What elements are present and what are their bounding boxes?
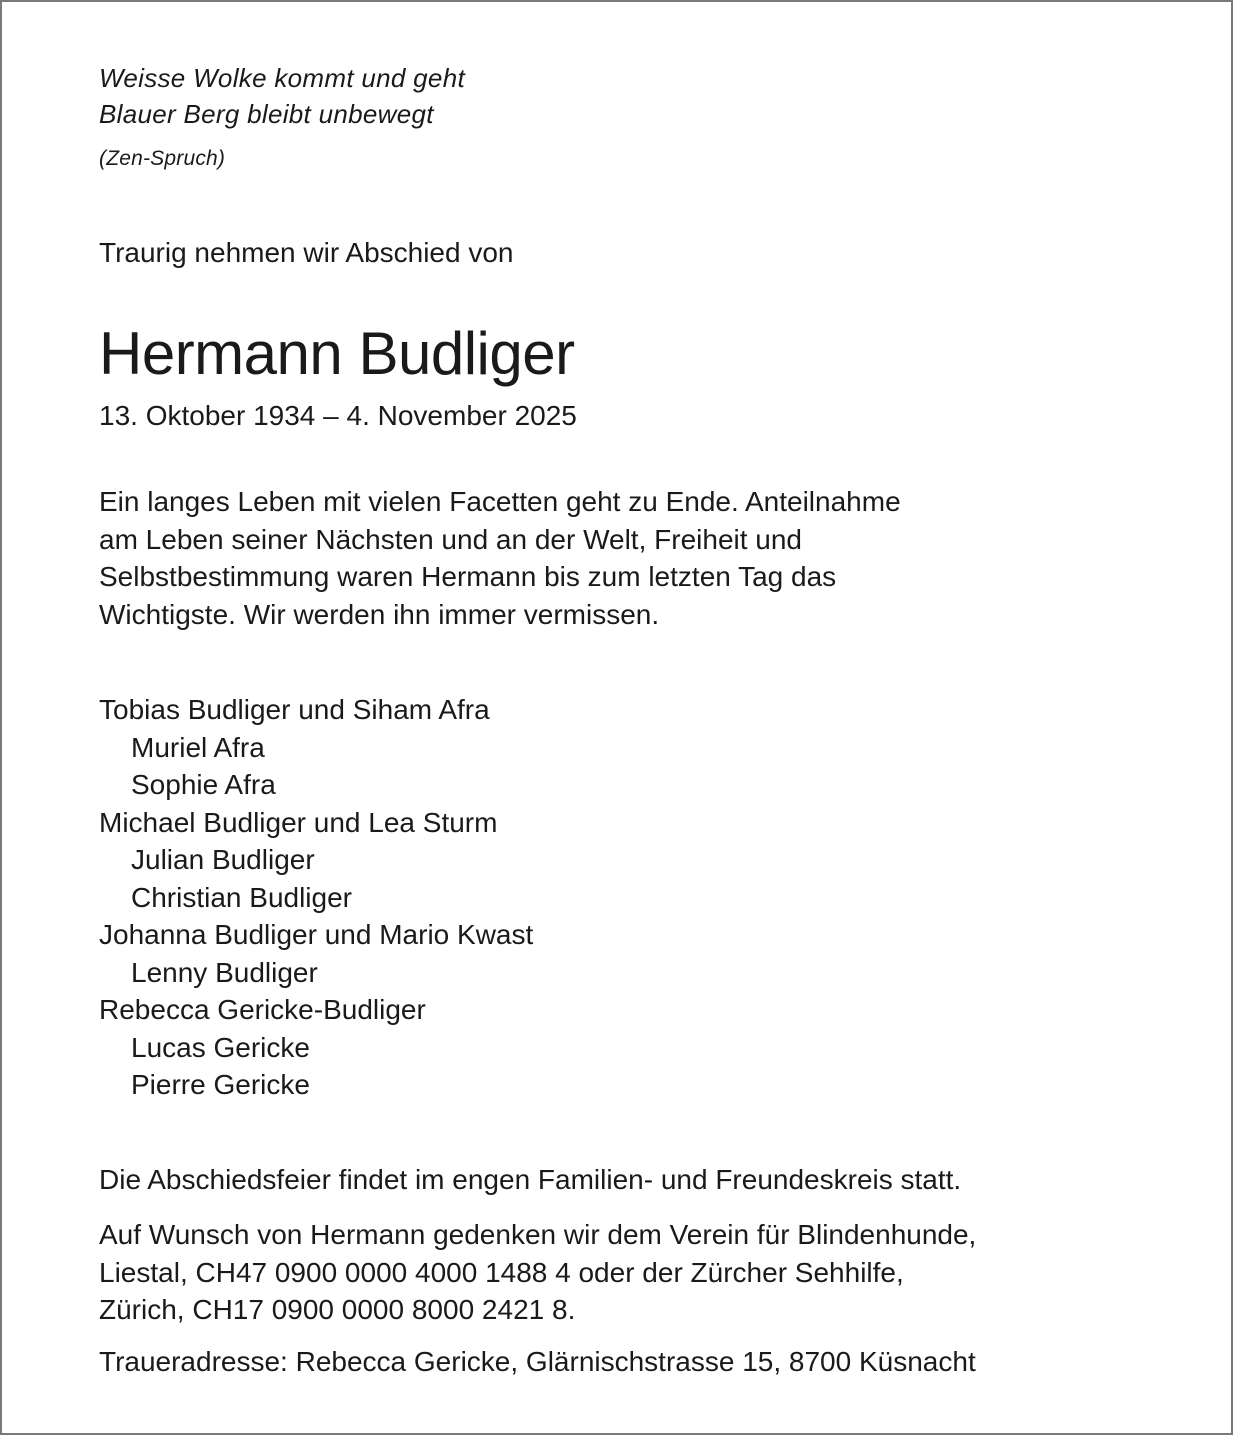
intro-text: Traurig nehmen wir Abschied von bbox=[99, 237, 514, 268]
mourning-address: Traueradresse: Rebecca Gericke, Glärnischstrasse 15, 8700 Küsnacht bbox=[99, 1346, 976, 1377]
motto-line: Blauer Berg bleibt unbewegt bbox=[99, 99, 434, 129]
donation-line: Liestal, CH47 0900 0000 4000 1488 4 oder der Zürcher Sehhilfe, bbox=[99, 1256, 904, 1288]
mourner-family-head: Rebecca Gericke-Budliger bbox=[99, 994, 426, 1025]
life-dates: 13. Oktober 1934 – 4. November 2025 bbox=[99, 400, 577, 431]
donation-line: Auf Wunsch von Hermann gedenken wir dem Verein für Blindenhunde, bbox=[99, 1219, 977, 1250]
mourner-child: Sophie Afra bbox=[131, 769, 276, 800]
tribute-line: Wichtigste. Wir werden ihn immer vermissen. bbox=[99, 598, 660, 630]
mourners-list bbox=[99, 691, 533, 1104]
donation-notice bbox=[99, 1216, 976, 1329]
ceremony-notice: Die Abschiedsfeier findet im engen Familien- und Freundeskreis statt. bbox=[99, 1164, 962, 1195]
deceased-name: Hermann Budliger bbox=[99, 320, 575, 387]
mourner-family-head: Tobias Budliger und Siham Afra bbox=[99, 694, 490, 725]
motto-source: (Zen-Spruch) bbox=[99, 147, 226, 170]
zen-motto bbox=[99, 60, 465, 132]
donation-line: Zürich, CH17 0900 0000 8000 2421 8. bbox=[99, 1294, 576, 1325]
mourner-child: Lucas Gericke bbox=[131, 1031, 310, 1063]
mourner-family-head: Johanna Budliger und Mario Kwast bbox=[99, 919, 534, 950]
mourner-child: Pierre Gericke bbox=[131, 1069, 310, 1100]
mourner-child: Lenny Budliger bbox=[131, 956, 318, 988]
tribute-line: Selbstbestimmung waren Hermann bis zum letzten Tag das bbox=[99, 561, 837, 592]
tribute-paragraph bbox=[99, 483, 901, 633]
tribute-line: Ein langes Leben mit vielen Facetten geht zu Ende. Anteilnahme bbox=[99, 486, 901, 517]
mourner-family-head: Michael Budliger und Lea Sturm bbox=[99, 806, 498, 838]
mourner-child: Muriel Afra bbox=[131, 731, 265, 763]
tribute-line: am Leben seiner Nächsten und an der Welt, Freiheit und bbox=[99, 523, 803, 555]
mourner-child: Christian Budliger bbox=[131, 881, 352, 913]
mourner-child: Julian Budliger bbox=[131, 844, 315, 875]
motto-line: Weisse Wolke kommt und geht bbox=[99, 63, 465, 93]
